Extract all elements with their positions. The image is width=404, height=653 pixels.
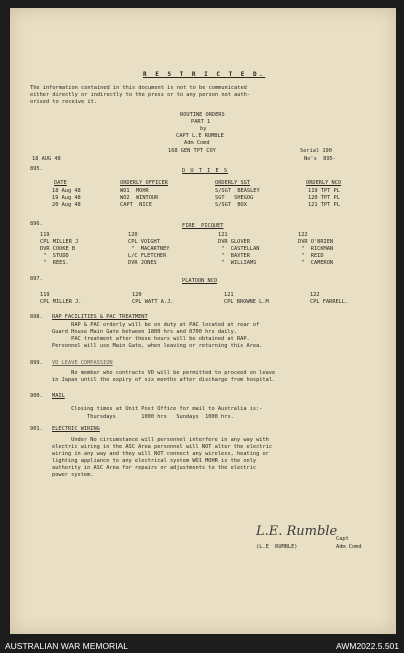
picquet-member: DVR COOKE B (40, 246, 76, 252)
duty-nco: 120 TPT PL (308, 195, 340, 201)
platoon-number: 121 (218, 232, 228, 238)
body-line: Closing times at Unit Post Office for mail to Australia is:- (52, 406, 263, 412)
platoon-number: 119 (40, 292, 50, 298)
body-line: Guard House Main Gate between 1800 hrs and 0700 hrs daily. (52, 329, 237, 335)
picquet-member: DVR JONES (128, 260, 157, 266)
body-line: in Japan until the expiry of six months after discharge from hospital. (52, 377, 276, 383)
platoon-number: 122 (310, 292, 320, 298)
body-line: No member who contracts VD will be permitted to proceed on leave (52, 370, 276, 376)
picquet-member: " REID (298, 253, 324, 259)
body-line: Personnel will use Main Gate, when leaving or returning this Area. (52, 343, 263, 349)
archive-footer (0, 638, 404, 653)
column-header-officer: ORDERLY OFFICER (120, 180, 168, 186)
orders-by: by (200, 126, 207, 132)
issuing-officer: CAPT L.E RUMBLE (176, 133, 224, 139)
picquet-member: " BAXTER (218, 253, 250, 259)
section-number: 900. (30, 393, 43, 399)
column-header-nco: ORDERLY NCO (306, 180, 342, 186)
section-number: 895. (30, 166, 43, 172)
section-title: D U T I E S (182, 168, 229, 174)
platoon-number: 121 (224, 292, 234, 298)
duty-sgt: S/SGT BEASLEY (215, 188, 260, 194)
notice-line: The information contained in this document is not to be communicated (30, 85, 247, 91)
section-number: 899. (30, 360, 43, 366)
platoon-nco: CPL BROWNE L.M (224, 299, 269, 305)
picquet-member: " REES. (40, 260, 69, 266)
body-line: wiring in any way and they will NOT connect any wireless, heating or (52, 451, 269, 457)
picquet-member: CPL VOIGHT (128, 239, 160, 245)
body-line: Under No circumstance will personnel interfere in any way with (52, 437, 269, 443)
notice-line: either directly or indirectly to the press or to any person not auth- (30, 92, 251, 98)
document-page (10, 8, 396, 634)
signature-name: (L.E RUMBLE) (256, 544, 298, 550)
section-title: PLATOON NCO (182, 278, 218, 284)
picquet-member: L/C FLETCHER (128, 253, 167, 259)
duty-date: 19 Aug 48 (52, 195, 81, 201)
platoon-number: 119 (40, 232, 50, 238)
picquet-member: " CASTELLAN (218, 246, 260, 252)
duty-date: 20 Aug 48 (52, 202, 81, 208)
body-line: electric wiring in the ASC Area personnel will NOT alter the electric (52, 444, 273, 450)
duty-sgt: SGT SHEGOG (215, 195, 254, 201)
picquet-member: DVR GLOVER (218, 239, 250, 245)
orders-part: PART 1 (191, 119, 211, 125)
duty-date: 18 Aug 48 (52, 188, 81, 194)
duty-nco: 121 TPT PL (308, 202, 340, 208)
section-number: 896. (30, 221, 43, 227)
duty-officer: WO2 WINTOUR (120, 195, 159, 201)
duty-nco: 119 TPT PL (308, 188, 340, 194)
picquet-member: " MACARTNEY (128, 246, 170, 252)
body-line: RAP & PAC orderly will be on duty at PAC located at rear of (52, 322, 260, 328)
section-number: 897. (30, 276, 43, 282)
section-title: FIRE PICQUET (182, 223, 224, 229)
signature-rank: Capt (336, 536, 349, 542)
platoon-number: 120 (128, 232, 138, 238)
column-header-date: DATE (54, 180, 67, 186)
body-line: authority in ASC Area for repairs or adjustments to the electric (52, 465, 257, 471)
archive-name: AUSTRALIAN WAR MEMORIAL (5, 641, 128, 651)
picquet-member: " CAMERON (298, 260, 334, 266)
handwritten-signature: L.E. Rumble (256, 524, 338, 539)
duty-officer: WO1 MOHR (120, 188, 149, 194)
orders-date: 18 AUG 48 (32, 156, 61, 162)
picquet-member: " WILLIAMS (218, 260, 257, 266)
orders-title: ROUTINE ORDERS (180, 112, 225, 118)
archive-reference: AWM2022.5.501 (336, 641, 399, 651)
platoon-nco: CPL WATT A.J. (132, 299, 174, 305)
issuing-appointment: Adm Comd (184, 140, 210, 146)
body-line: power system. (52, 472, 94, 478)
duty-sgt: S/SGT BOX (215, 202, 247, 208)
section-title: RAP FACILITIES & PAC TREATMENT (52, 314, 148, 320)
duty-officer: CAPT NICE (120, 202, 152, 208)
platoon-nco: CPL FARRELL. (310, 299, 349, 305)
column-header-sgt: ORDERLY SGT (215, 180, 251, 186)
restricted-heading: R E S T R I C T E D. (143, 71, 266, 78)
serial-number: Serial 190 (300, 148, 332, 154)
platoon-nco: CPL MILLER J. (40, 299, 82, 305)
section-title: MAIL (52, 393, 65, 399)
picquet-member: " STUDD (40, 253, 69, 259)
section-number: 898. (30, 314, 43, 320)
platoon-number: 120 (132, 292, 142, 298)
section-title: VD LEAVE COMPASSION (52, 360, 113, 366)
signature-appointment: Adm Comd (336, 544, 362, 550)
body-line: Thursdays 1000 hrs Sundays 1000 hrs. (52, 414, 234, 420)
unit-name: 168 GEN TPT COY (168, 148, 216, 154)
picquet-member: DVR O'BRIEN (298, 239, 334, 245)
platoon-number: 122 (298, 232, 308, 238)
order-numbers: No's 895- (304, 156, 336, 162)
body-line: lighting appliance to any electrical system WO1 MOHR is the only (52, 458, 257, 464)
picquet-member: CPL MILLER J (40, 239, 79, 245)
notice-line: orised to receive it. (30, 99, 97, 105)
picquet-member: " RICKMAN (298, 246, 334, 252)
body-line: PAC treatment after these hours will be obtained at RAP. (52, 336, 250, 342)
section-title: ELECTRIC WIRING (52, 426, 100, 432)
section-number: 901. (30, 426, 43, 432)
